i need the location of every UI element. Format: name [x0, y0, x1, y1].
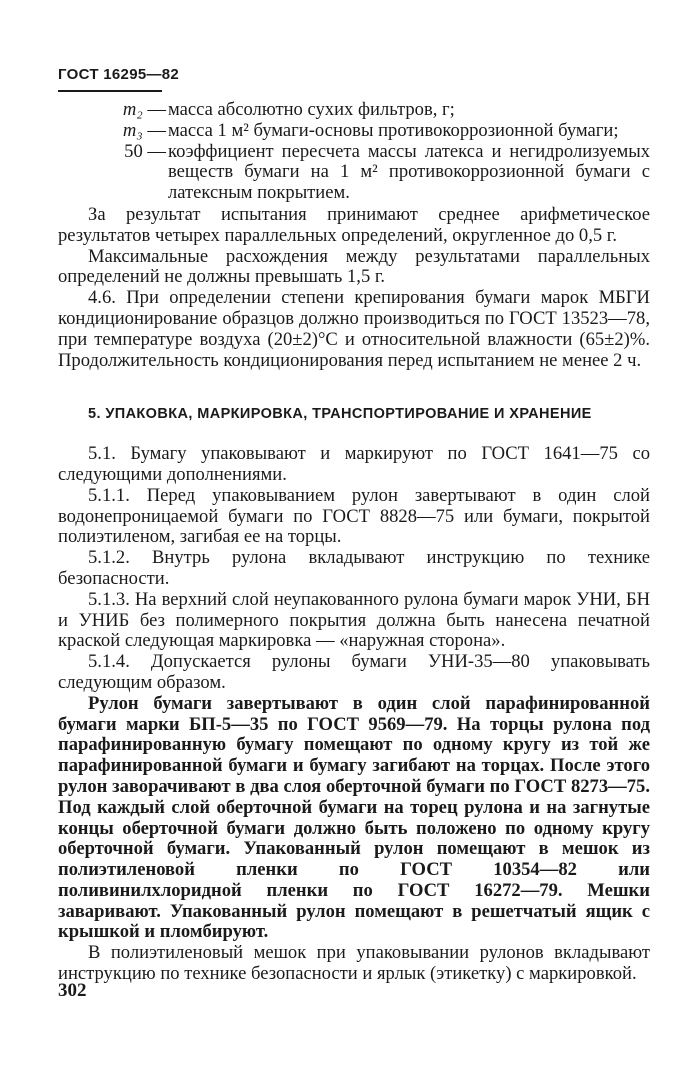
section-title: 5. УПАКОВКА, МАРКИРОВКА, ТРАНСПОРТИРОВАНИЕ И ХРАНЕНИЕ — [88, 406, 592, 423]
definition-symbol: m₃ — [122, 119, 143, 141]
page-number: 302 — [58, 980, 87, 1001]
paragraph-5-1-3: 5.1.3. На верхний слой неупакованного рулона бумаги марок УНИ, БН и УНИБ без полимерного покрытия должна быть нанесена печатной краской следующая маркировка — «наружная сторона». — [58, 588, 650, 652]
definition-symbol: 50 — [124, 140, 143, 162]
paragraph-5-1-1: 5.1.1. Перед упаковыванием рулон завертывают в один слой водонепроницаемой бумаги по ГОСТ 8828—75 или бумаги, покрытой полиэтиленом, загибая ее на торцы. — [58, 484, 650, 548]
paragraph-5-1-4: 5.1.4. Допускается рулоны бумаги УНИ-35—80 упаковывать следующим образом. — [58, 651, 650, 693]
definition-text: коэффициент пересчета массы латекса и негидролизуемых веществ бумаги на 1 м² противокоррозионной бумаги с латексным покрытием. — [168, 140, 650, 204]
definitions-list — [58, 100, 650, 204]
definition-dash: — — [142, 119, 166, 141]
definition-text: масса 1 м² бумаги-основы противокоррозионной бумаги; — [168, 119, 619, 141]
paragraph-roll-wrapping: Рулон бумаги завертывают в один слой парафинированной бумаги марки БП-5—35 по ГОСТ 9569—79. На торцы рулона под парафинированную бумагу помещают по одному кругу из той же парафинированной бумаги и бумагу загибают на торцах. После этого рулон заворачивают в два слоя оберточной бумаги по ГОСТ 8273—75. Под каждый слой оберточной бумаги на торец рулона и на загнутые концы оберточной бумаги должно быть положено по одному кругу оберточной бумаги. Упакованный рулон помещают в мешок из полиэтиленовой пленки по ГОСТ 10354—82 или поливинилхлоридной пленки по ГОСТ 16272—79. Мешки заваривают. Упакованный рулон помещают в решетчатый ящик с крышкой и пломбируют. — [58, 692, 650, 943]
paragraph-4-6: 4.6. При определении степени крепирования бумаги марок МБГИ кондиционирование образцов должно производиться по ГОСТ 13523—78, при температуре воздуха (20±2)°С и относительной влажности (65±2)%. Продолжительность кондиционирования перед испытанием не менее 2 ч. — [58, 287, 650, 371]
paragraph-5-1-2: 5.1.2. Внутрь рулона вкладывают инструкцию по технике безопасности. — [58, 547, 650, 589]
definition-item — [58, 121, 650, 142]
document-body — [58, 100, 650, 985]
header-rule — [58, 90, 162, 92]
paragraph-max-deviation: Максимальные расхождения между результатами параллельных определений не должны превышать 1,5 г. — [58, 245, 650, 288]
definition-text: масса абсолютно сухих фильтров, г; — [168, 99, 455, 120]
definition-symbol: m₂ — [122, 99, 143, 120]
paragraph-result: За результат испытания принимают среднее арифметическое результатов четырех параллельных определений, округленное до 0,5 г. — [58, 203, 650, 246]
document-header: ГОСТ 16295—82 — [58, 66, 180, 83]
paragraph-bag-instruction: В полиэтиленовый мешок при упаковывании рулонов вкладывают инструкцию по технике безопасности и ярлык (этикетку) с маркировкой. — [58, 942, 650, 985]
definition-item — [58, 100, 650, 121]
paragraph-5-1: 5.1. Бумагу упаковывают и маркируют по ГОСТ 1641—75 со следующими дополнениями. — [58, 443, 650, 485]
definition-item — [58, 142, 650, 204]
definition-dash: — — [142, 140, 166, 162]
definition-dash: — — [142, 99, 166, 120]
